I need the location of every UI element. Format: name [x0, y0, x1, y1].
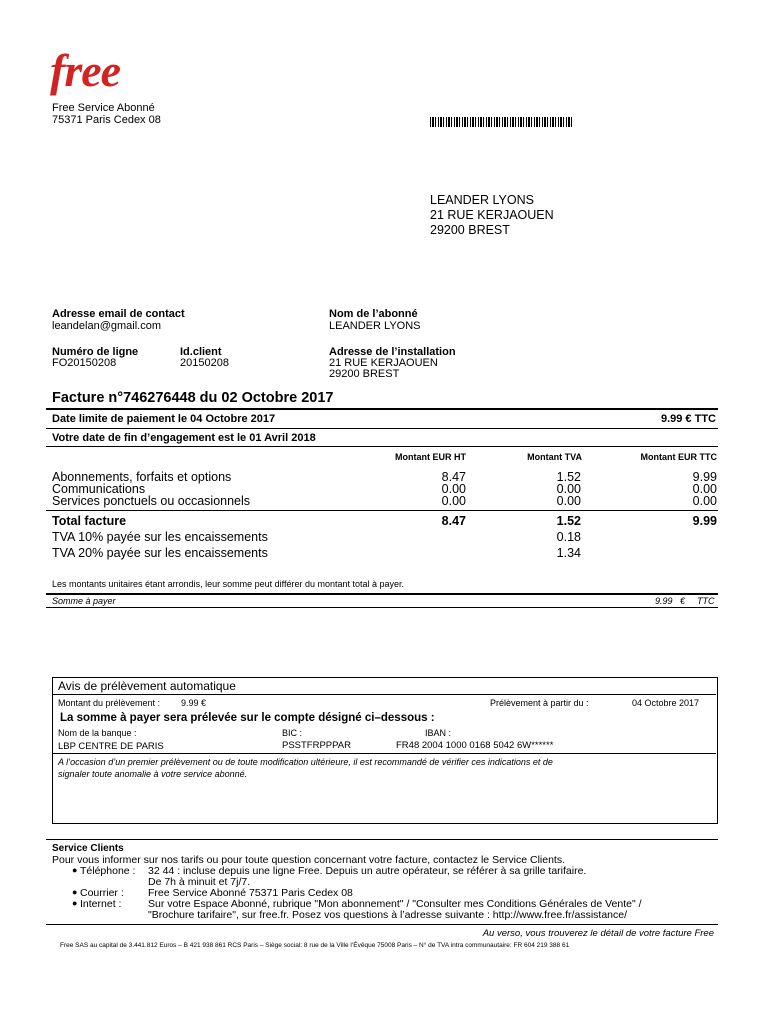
col-header-ht: Montant EUR HT: [395, 452, 466, 462]
recipient-name: LEANDER LYONS: [430, 193, 534, 207]
rounding-note: Les montants unitaires étant arrondis, leur somme peut différer du montant total à payer.: [52, 579, 405, 589]
divider: [46, 607, 718, 608]
bullet-icon: ●: [72, 887, 78, 897]
divider: [46, 428, 718, 429]
divider: [46, 408, 718, 410]
legal-notice: Free SAS au capital de 3.441.812 Euros – B 421 938 861 RCS Paris – Siège social: 8 rue de la Ville l’Évêque 75008 Paris – N° de TVA intra communautaire: FR 604 219 388 61: [60, 942, 570, 949]
row-ht: 0.00: [441, 482, 466, 496]
mail-value: Free Service Abonné 75371 Paris Cedex 08: [148, 887, 353, 899]
email-value: leandelan@gmail.com: [52, 320, 162, 332]
pay-ttc: TTC: [697, 596, 715, 606]
iban-value: FR48 2004 1000 0168 5042 6W******: [396, 740, 554, 751]
total-label: Total facture: [52, 514, 127, 528]
iban-label: IBAN :: [425, 728, 452, 738]
due-date: Date limite de paiement le 04 Octobre 2017: [52, 413, 276, 425]
bullet-icon: ●: [72, 898, 78, 908]
recipient-city: 29200 BREST: [430, 223, 510, 237]
pay-currency: €: [680, 596, 686, 606]
phone-label: Téléphone :: [80, 865, 136, 877]
subscriber-value: LEANDER LYONS: [329, 320, 421, 332]
web-label: Internet :: [80, 898, 122, 910]
service-intro: Pour vous informer sur nos tarifs ou pour toute question concernant votre facture, contactez le Service Clients.: [52, 854, 566, 866]
verso-note: Au verso, vous trouverez le détail de votre facture Free: [482, 928, 714, 939]
line-label: Numéro de ligne: [52, 346, 139, 358]
row-label: Abonnements, forfaits et options: [52, 470, 232, 484]
web-line1: Sur votre Espace Abonné, rubrique "Mon abonnement" / "Consulter mes Conditions Générales de Vente" /: [148, 898, 642, 910]
pay-label: Somme à payer: [52, 596, 116, 606]
row-ttc: 0.00: [692, 482, 717, 496]
sender-line2: 75371 Paris Cedex 08: [52, 114, 161, 126]
mail-label: Courrier :: [80, 887, 124, 899]
sender-line1: Free Service Abonné: [52, 102, 155, 114]
tva10-value: 0.18: [556, 530, 581, 544]
debit-warning-line2: signaler toute anomalie à votre service abonné.: [58, 769, 248, 779]
total-ttc: 9.99: [692, 514, 717, 528]
row-ht: 8.47: [441, 470, 466, 484]
debit-title: Avis de prélèvement automatique: [58, 679, 236, 693]
bank-value: LBP CENTRE DE PARIS: [58, 741, 164, 752]
divider: [53, 753, 716, 754]
phone-line1: 32 44 : incluse depuis une ligne Free. Depuis un autre opérateur, se référer à sa grille tarifaire.: [148, 865, 587, 877]
row-tva: 0.00: [556, 494, 581, 508]
col-header-ttc: Montant EUR TTC: [640, 452, 717, 462]
recipient-street: 21 RUE KERJAOUEN: [430, 208, 554, 222]
bic-value: PSSTFRPPPAR: [282, 740, 351, 751]
subscriber-label: Nom de l’abonné: [329, 308, 418, 320]
service-title: Service Clients: [52, 843, 124, 854]
tva20-label: TVA 20% payée sur les encaissements: [52, 546, 268, 560]
debit-from-label: Prélèvement à partir du :: [490, 698, 589, 708]
engagement-end: Votre date de fin d’engagement est le 01 Avril 2018: [52, 432, 316, 444]
free-logo: free: [50, 45, 121, 96]
row-ttc: 0.00: [692, 494, 717, 508]
invoice-title: Facture n°746276448 du 02 Octobre 2017: [52, 390, 334, 406]
debit-from-date: 04 Octobre 2017: [632, 698, 700, 708]
row-ttc: 9.99: [692, 470, 717, 484]
debit-notice: La somme à payer sera prélevée sur le compte désigné ci–dessous :: [60, 712, 435, 724]
divider: [46, 510, 718, 511]
divider: [46, 839, 718, 840]
row-label: Communications: [52, 482, 146, 496]
bullet-icon: ●: [72, 865, 78, 875]
divider: [53, 694, 716, 695]
line-value: FO20150208: [52, 357, 117, 369]
total-tva: 1.52: [556, 514, 581, 528]
row-tva: 1.52: [556, 470, 581, 484]
tva20-value: 1.34: [556, 546, 581, 560]
install-city: 29200 BREST: [329, 368, 400, 380]
install-address-label: Adresse de l’installation: [329, 346, 456, 358]
col-header-tva: Montant TVA: [527, 452, 582, 462]
tva10-label: TVA 10% payée sur les encaissements: [52, 530, 268, 544]
bank-label: Nom de la banque :: [58, 728, 137, 738]
due-amount: 9.99 € TTC: [660, 413, 716, 425]
total-ht: 8.47: [441, 514, 466, 528]
pay-amount: 9.99: [655, 596, 673, 606]
install-street: 21 RUE KERJAOUEN: [329, 357, 438, 369]
divider: [46, 593, 718, 595]
phone-line2: De 7h à minuit et 7j/7.: [148, 876, 251, 888]
debit-amount-label: Montant du prélèvement :: [58, 698, 161, 708]
debit-warning-line1: A l’occasion d’un premier prélèvement ou de toute modification ultérieure, il est recommandé de vérifier ces indications et de: [58, 757, 553, 767]
divider: [46, 446, 718, 447]
client-id-label: Id.client: [180, 346, 222, 358]
client-id-value: 20150208: [180, 357, 229, 369]
web-line2[interactable]: "Brochure tarifaire", sur free.fr. Posez vos questions à l’adresse suivante : http://www.free.fr/assistance/: [148, 909, 628, 921]
divider: [46, 924, 718, 925]
bic-label: BIC :: [282, 728, 303, 738]
row-ht: 0.00: [441, 494, 466, 508]
barcode: [430, 117, 572, 127]
row-tva: 0.00: [556, 482, 581, 496]
row-label: Services ponctuels ou occasionnels: [52, 494, 251, 508]
email-label: Adresse email de contact: [52, 308, 185, 320]
debit-amount: 9.99 €: [181, 698, 207, 708]
